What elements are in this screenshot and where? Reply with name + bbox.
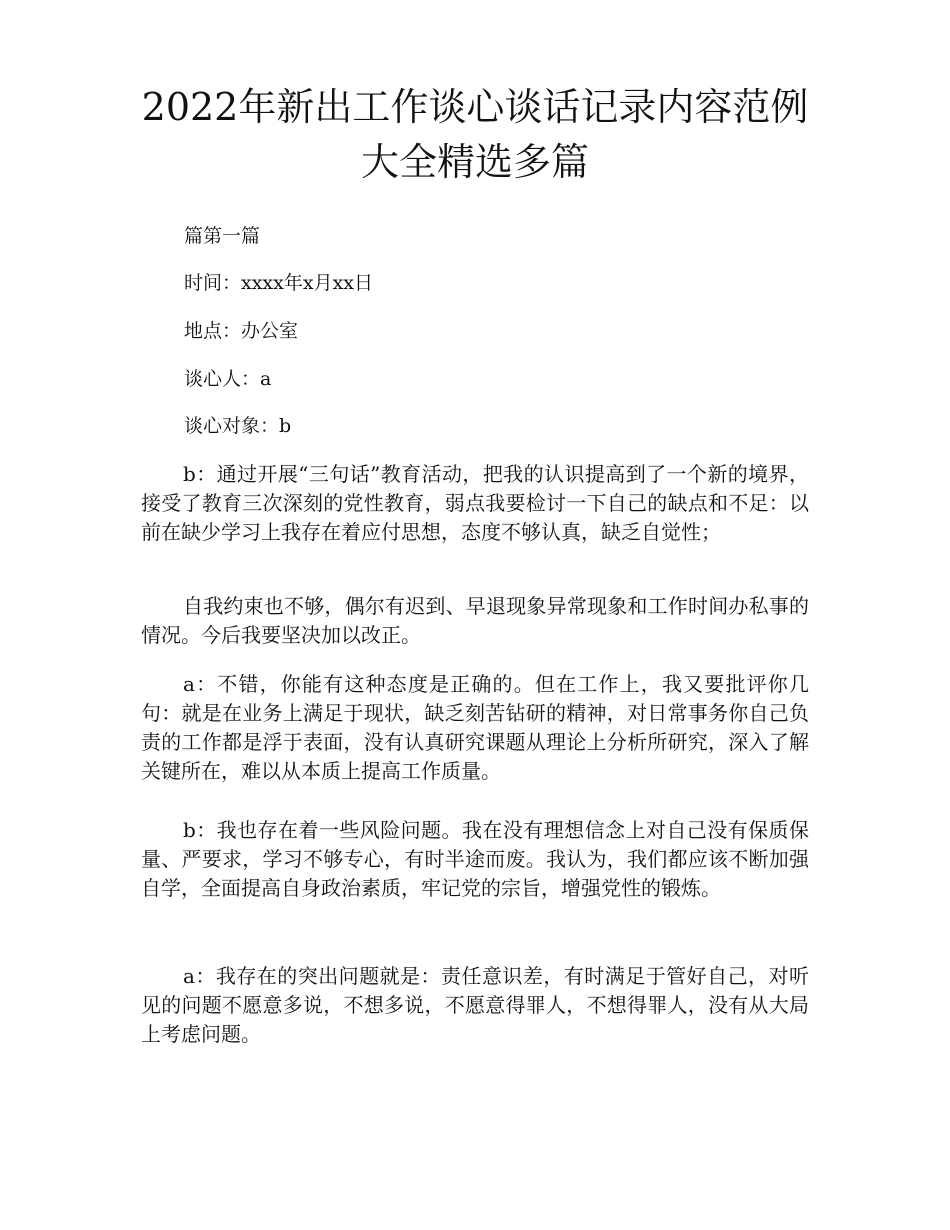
meta-time: 时间：xxxx年x月xx日 [184, 272, 374, 294]
paragraph-3: a：不错，你能有这种态度是正确的。但在工作上，我又要批评你几句：就是在业务上满足于现状，缺乏刻苦钻研的精神，对日常事务你自己负责的工作都是浮于表面，没有认真研究课题从理论上分析所研究，深入了解关键所在，难以从本质上提高工作质量。 [141, 672, 809, 783]
paragraph-1: b：通过开展“三句话”教育活动，把我的认识提高到了一个新的境界，接受了教育三次深刻的党性教育，弱点我要检讨一下自己的缺点和不足：以前在缺少学习上我存在着应付思想，态度不够认真，缺乏自觉性； [141, 462, 809, 544]
paragraph-2: 自我约束也不够，偶尔有迟到、早退现象异常现象和工作时间办私事的情况。今后我要坚决加以改正。 [141, 594, 809, 647]
meta-place: 地点：办公室 [184, 320, 299, 342]
document-title [100, 80, 850, 190]
title-line-1: 2022年新出工作谈心谈话记录内容范例 [141, 85, 809, 129]
section-heading: 篇第一篇 [184, 225, 261, 247]
paragraph-5: a：我存在的突出问题就是：责任意识差，有时满足于管好自己，对听见的问题不愿意多说，不想多说，不愿意得罪人，不想得罪人，没有从大局上考虑问题。 [141, 964, 809, 1046]
meta-interviewer: 谈心人：a [184, 368, 272, 390]
title-line-2: 大全精选多篇 [360, 140, 589, 184]
meta-interviewee: 谈心对象：b [184, 415, 292, 437]
paragraph-4: b：我也存在着一些风险问题。我在没有理想信念上对自己没有保质保量、严要求，学习不够专心，有时半途而废。我认为，我们都应该不断加强自学，全面提高自身政治素质，牢记党的宗旨，增强党性的锻炼。 [141, 818, 809, 900]
